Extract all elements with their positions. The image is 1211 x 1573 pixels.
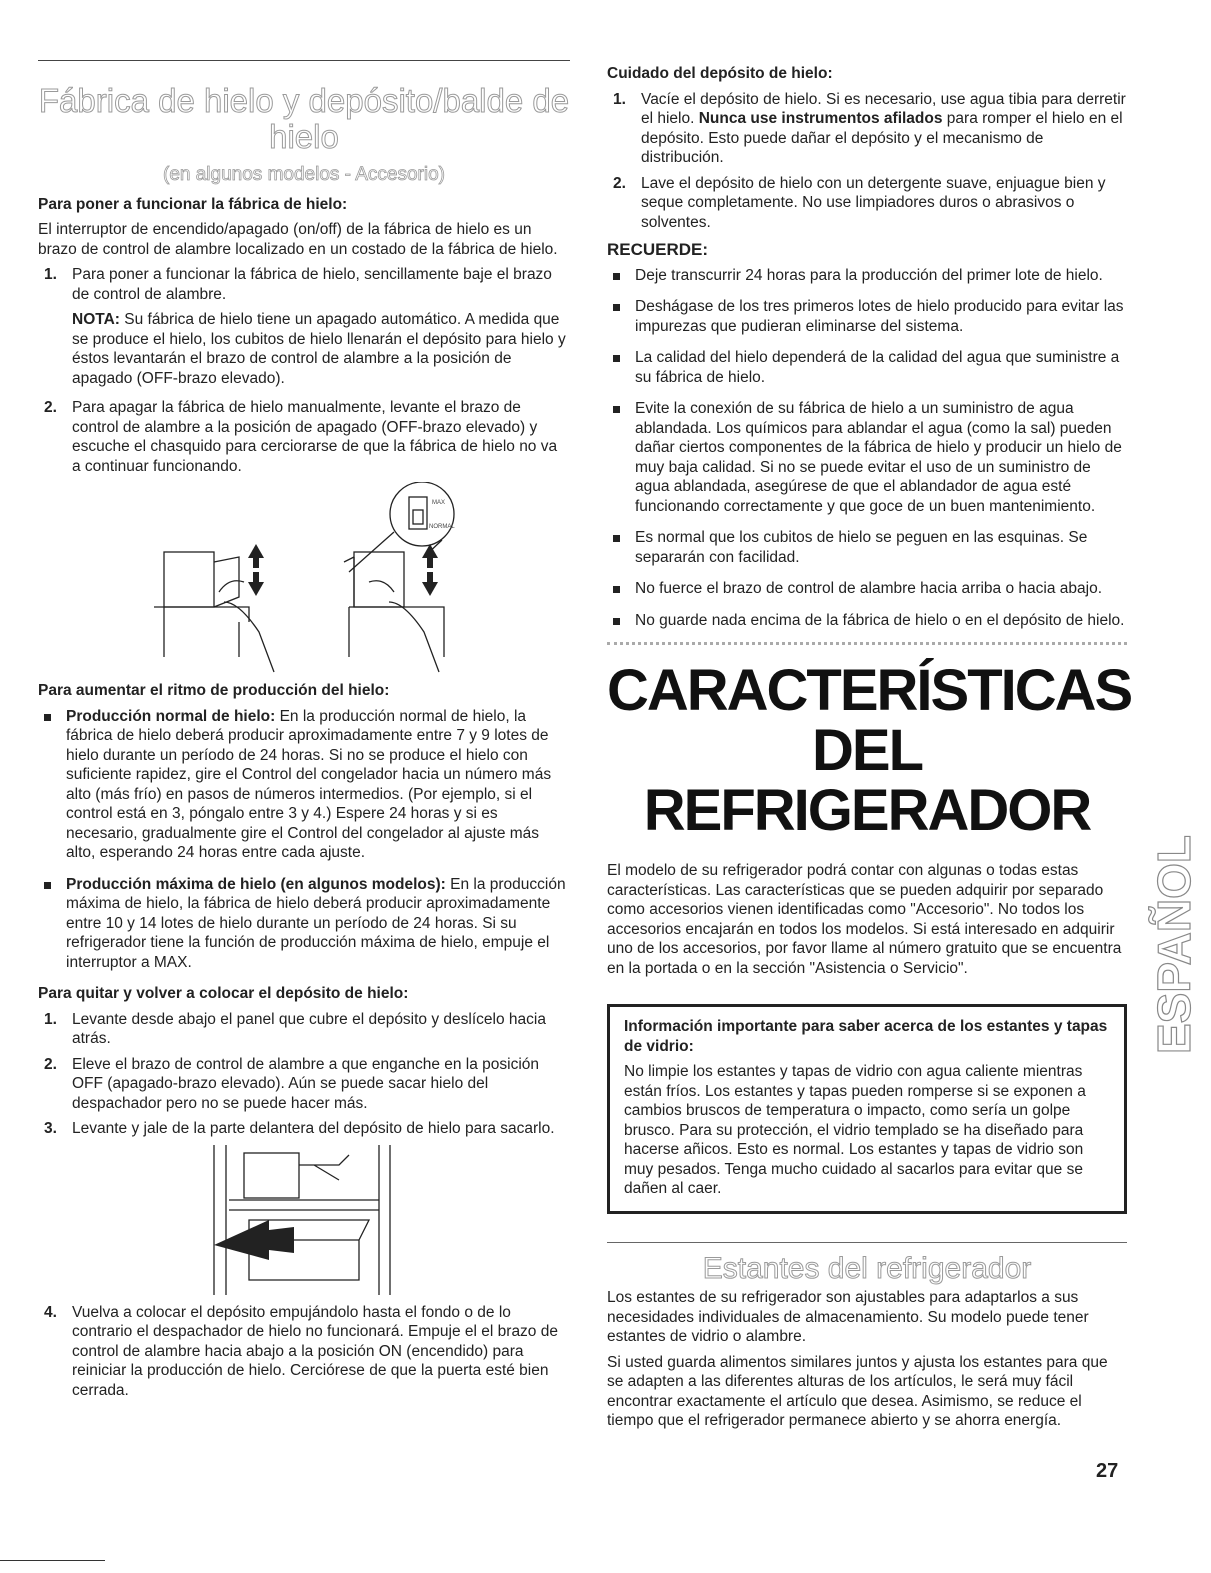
section-subtitle: (en algunos modelos - Accesorio) <box>163 164 445 185</box>
rate-item-text: En la producción normal de hielo, la fábrica de hielo deberá producir aproximadamente entre 7 y 9 lotes de hielo durante un período de 24 horas. Si no se produce el hielo con suficiente rapidez, gire el Control del congelador hacia un número más alto (más frío) en pasos de números intermedios. (Por ejemplo, si el control está en 3, póngalo entre 3 y 4.) Espere 24 horas y si es necesario, gradualmente gire el Control del congelador al ajuste más alto, esperando 24 horas entre cada ajuste. <box>66 707 552 861</box>
remember-item <box>607 579 1127 599</box>
remember-heading: RECUERDE: <box>607 240 709 259</box>
remember-item-text: No fuerce el brazo de control de alambre hacia arriba o hacia abajo. <box>635 580 1102 597</box>
note-text: Su fábrica de hielo tiene un apagado automático. A medida que se produce el hielo, los cubitos de hielo llenarán el depósito para hielo y éstos levantarán el brazo de control de alambre a la posición de apagado (OFF-brazo elevado). <box>72 311 566 387</box>
section-divider <box>607 1242 1127 1243</box>
shelves-paragraph-2: Si usted guarda alimentos similares juntos y ajusta los estantes para que se adapten a las diferentes alturas de los artículos, le será muy fácil encontrar exactamente el artículo que desea. Asimismo, se reduce el tiempo que el refrigerador permanece abierto y se ahorra energía. <box>607 1353 1108 1429</box>
rate-item-max <box>38 875 570 973</box>
step-text: Vuelva a colocar el depósito empujándolo hasta el fondo o de lo contrario el despachador de hielo no funcionará. Empuje el el brazo de control de alambre hacia abajo a la posición ON (encendido) para reiniciar la producción de hielo. Cerciórese de que la puerta esté bien cerrada. <box>72 1303 558 1399</box>
language-side-tab-label: ESPAÑOL <box>1148 835 1200 1055</box>
remember-item <box>607 528 1127 567</box>
top-rule <box>38 60 570 61</box>
bullet-icon <box>607 348 635 387</box>
bullet-icon <box>38 707 66 863</box>
care-step-1-bold: Nunca use instrumentos afilados <box>698 110 943 127</box>
bullet-icon <box>38 875 66 973</box>
step-text: Lave el depósito de hielo con un detergente suave, enjuague bien y seque completamente. No use limpiadores duros o abrasivos o solventes. <box>641 174 1106 231</box>
remember-item <box>607 611 1127 631</box>
remove-step-4 <box>38 1303 570 1401</box>
start-intro: El interruptor de encendido/apagado (on/off) de la fábrica de hielo es un brazo de control de alambre localizado en un costado de la fábrica de hielo. <box>38 221 558 258</box>
rate-item-text: En la producción máxima de hielo, la fábrica de hielo deberá producir aproximadamente entre 10 y 14 lotes de hielo durante un período de 24 horas. Si su refrigerador tiene la función de producción máxima de hielo, empuje el interruptor a MAX. <box>66 875 566 971</box>
ice-bin-removal-illustration <box>194 1145 414 1295</box>
bullet-icon <box>607 579 635 599</box>
shelves-paragraph-1: Los estantes de su refrigerador son ajustables para adaptarlos a sus necesidades individuales de almacenamiento. Su modelo puede tener estantes de vidrio o alambre. <box>607 1289 1089 1345</box>
remember-item <box>607 266 1127 286</box>
remember-item-text: Evite la conexión de su fábrica de hielo a un suministro de agua ablandada. Los químicos para ablandar el agua (como la sal) pueden dañar ciertos componentes de la fábrica de hielo y producir un hielo de muy baja calidad. Si no se puede evitar el uso de un suministro de agua ablandada, asegúrese de que el ablandador de agua esté funcionando correctamente y que goce de un buen mantenimiento. <box>635 400 1122 515</box>
right-column <box>607 60 1132 1437</box>
step-text: Para apagar la fábrica de hielo manualmente, levante el brazo de control de alambre a la posición de apagado (OFF-brazo elevado) y escuche el chasquido para cerciorarse de que la fábrica de hielo no va a continuar funcionando. <box>72 399 558 475</box>
features-title-line-1: CARACTERÍSTICAS DEL <box>607 658 1132 783</box>
note-label: NOTA: <box>72 311 120 328</box>
page-number: 27 <box>1096 1460 1119 1482</box>
bullet-icon <box>607 528 635 567</box>
start-step-1 <box>38 265 570 304</box>
remember-item-text: No guarde nada encima de la fábrica de hielo o en el depósito de hielo. <box>635 611 1125 629</box>
step-number: 1. <box>44 266 57 283</box>
rate-item-label: Producción máxima de hielo (en algunos modelos): <box>66 875 446 893</box>
remember-item <box>607 297 1127 336</box>
remember-item-text: Es normal que los cubitos de hielo se peguen en las esquinas. Se separarán con facilidad. <box>635 529 1088 566</box>
step-number: 1. <box>44 1010 57 1028</box>
ice-maker-arm-illustration <box>124 482 484 677</box>
remove-step-3 <box>38 1119 570 1139</box>
rate-heading: Para aumentar el ritmo de producción del hielo: <box>38 682 390 699</box>
bullet-icon <box>607 399 635 516</box>
step-number: 3. <box>44 1120 57 1137</box>
remember-item-text: La calidad del hielo dependerá de la calidad del agua que suministre a su fábrica de hielo. <box>635 349 1120 386</box>
bullet-icon <box>607 611 635 631</box>
care-step-1-post: para romper el hielo en el depósito. Esto puede dañar el depósito y el mecanismo de distribución. <box>641 110 1123 166</box>
step-number: 2. <box>44 399 57 416</box>
features-title-line-2: REFRIGERADOR <box>643 778 1091 843</box>
section-title-ice-maker: Fábrica de hielo y depósito/balde de hielo <box>38 82 570 155</box>
features-title <box>607 658 1132 843</box>
section-title-shelves: Estantes del refrigerador <box>702 1251 1032 1285</box>
step-text: Levante y jale de la parte delantera del depósito de hielo para sacarlo. <box>72 1120 555 1137</box>
rate-item-label: Producción normal de hielo: <box>66 707 276 725</box>
remove-step-1 <box>38 1010 570 1049</box>
care-heading: Cuidado del depósito de hielo: <box>607 65 833 82</box>
max-label: MAX <box>432 500 446 506</box>
remember-item <box>607 348 1127 387</box>
step-text: Levante desde abajo el panel que cubre el depósito y deslícelo hacia atrás. <box>72 1010 546 1047</box>
bullet-icon <box>607 297 635 336</box>
remove-step-2 <box>38 1055 570 1114</box>
care-step-2 <box>607 174 1127 233</box>
bottom-rule <box>0 1560 105 1561</box>
step-number: 1. <box>613 90 626 108</box>
note-paragraph <box>72 310 570 388</box>
step-number: 2. <box>613 174 626 192</box>
warning-box-title: Información importante para saber acerca de los estantes y tapas de vidrio: <box>624 1018 1108 1055</box>
care-step-1 <box>607 90 1127 168</box>
step-text: Para poner a funcionar la fábrica de hielo, sencillamente baje el brazo de control de alambre. <box>72 266 552 303</box>
glass-shelves-warning-box <box>607 1004 1127 1214</box>
bullet-icon <box>607 266 635 286</box>
warning-box-text: No limpie los estantes y tapas de vidrio con agua caliente mientras están fríos. Los estantes y tapas pueden romperse si se exponen a cambios bruscos de temperatura o impacto, como sería un golpe brusco. Para su protección, el vidrio templado se ha diseñado para hacerse añicos. Esto es normal. Los estantes y tapas de vidrio son muy pesados. Tenga mucho cuidado al sacarlos para evitar que se dañen al caer. <box>624 1063 1086 1197</box>
step-number: 2. <box>44 1055 57 1073</box>
features-intro: El modelo de su refrigerador podrá contar con algunas o todas estas características. Las características que se pueden adquirir por separado como accesorios vienen identificadas como "Accesorio". No todos los accesorios encajarán en todos los modelos. Si está interesado en adquirir uno de los accesorios, por favor llame al número gratuito que se encuentra en la portada o en la sección "Asistencia o Servicio". <box>607 862 1122 977</box>
left-column <box>38 60 570 1406</box>
step-text: Eleve el brazo de control de alambre a que enganche en la posición OFF (apagado-brazo elevado). Aún se puede sacar hielo del despachador pero no se puede hacer más. <box>72 1055 540 1112</box>
step-number: 4. <box>44 1303 57 1321</box>
language-side-tab <box>1150 810 1198 1080</box>
dotted-divider <box>607 642 1127 645</box>
remember-item-text: Deje transcurrir 24 horas para la producción del primer lote de hielo. <box>635 266 1103 284</box>
remove-heading: Para quitar y volver a colocar el depósito de hielo: <box>38 985 409 1002</box>
normal-label: NORMAL <box>429 524 455 530</box>
start-step-2 <box>38 398 570 476</box>
remember-item-text: Deshágase de los tres primeros lotes de hielo producido para evitar las impurezas que pudieran eliminarse del sistema. <box>635 298 1124 335</box>
rate-item-normal <box>38 707 570 863</box>
start-heading: Para poner a funcionar la fábrica de hielo: <box>38 195 348 213</box>
care-step-1-pre: Vacíe el depósito de hielo. Si es necesario, use agua tibia para derretir el hielo. <box>641 90 1126 127</box>
remember-item <box>607 399 1127 516</box>
